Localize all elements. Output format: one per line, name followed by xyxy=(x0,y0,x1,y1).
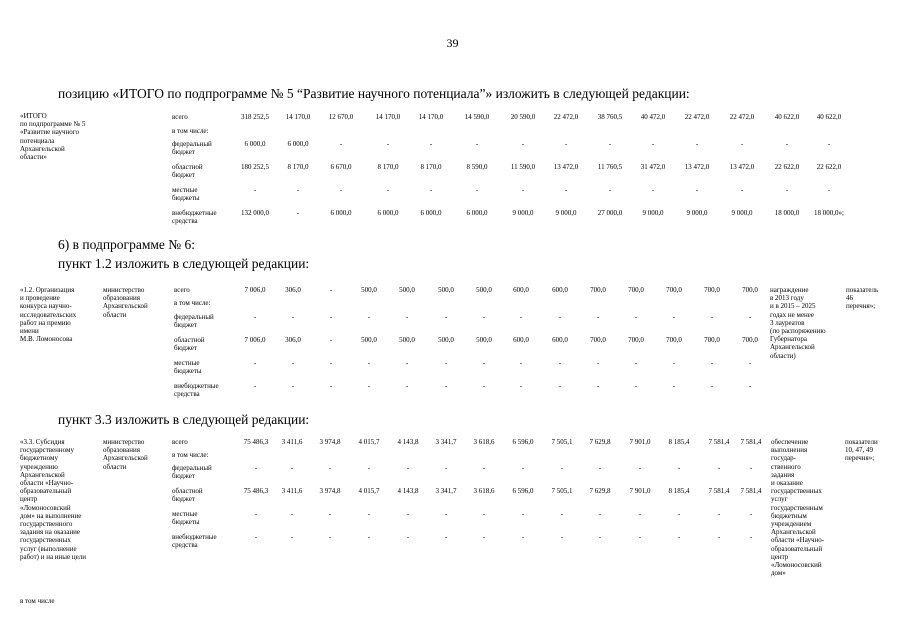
table-cell: 8 590,0 xyxy=(466,163,488,171)
table-cell: 75 486,3 xyxy=(243,487,269,495)
table-cell: - xyxy=(638,533,642,541)
table-cell: 7 629,8 xyxy=(589,438,611,446)
table-cell: - xyxy=(558,382,562,390)
row-label: внебюджетные средства xyxy=(174,382,219,398)
table-cell: - xyxy=(291,313,295,321)
table-cell: 6 596,0 xyxy=(512,438,534,446)
table-cell: - xyxy=(672,359,676,367)
table-cell: - xyxy=(638,464,642,472)
table-cell: 306,0 xyxy=(285,286,301,294)
table-cell: - xyxy=(386,140,390,148)
table-cell: - xyxy=(254,464,258,472)
p33-footer-note: в том числе xyxy=(20,597,55,605)
table-cell: 700,0 xyxy=(590,336,606,344)
table-cell: - xyxy=(444,464,448,472)
row-label: федеральный бюджет xyxy=(172,464,212,480)
table-cell: 500,0 xyxy=(399,336,415,344)
table-cell: - xyxy=(253,186,257,194)
table-cell: - xyxy=(598,533,602,541)
table-cell: - xyxy=(634,382,638,390)
table-cell: - xyxy=(367,313,371,321)
table-cell: 11 760,5 xyxy=(597,163,623,171)
table-cell: 600,0 xyxy=(552,286,568,294)
table-cell: - xyxy=(482,510,486,518)
table-cell: - xyxy=(598,464,602,472)
table-cell: - xyxy=(634,359,638,367)
table-cell: - xyxy=(253,359,257,367)
row-label: местные бюджеты xyxy=(172,186,200,202)
table-cell: - xyxy=(482,464,486,472)
table-cell: - xyxy=(444,382,448,390)
table-cell: 9 000,0 xyxy=(555,209,577,217)
table-cell: 306,0 xyxy=(285,336,301,344)
table-cell: - xyxy=(290,464,294,472)
table-cell: 7 505,1 xyxy=(551,438,573,446)
row-label: областной бюджет xyxy=(172,163,203,179)
table-cell: 8 170,0 xyxy=(420,163,442,171)
table-cell: - xyxy=(710,359,714,367)
p33-executor-cell: министерство образования Архангельской области xyxy=(103,438,148,471)
table-cell: - xyxy=(695,186,699,194)
row-label: местные бюджеты xyxy=(174,359,202,375)
table-cell: - xyxy=(291,382,295,390)
table-cell: - xyxy=(785,186,789,194)
table-cell: - xyxy=(740,140,744,148)
table-cell: - xyxy=(291,359,295,367)
table-cell: - xyxy=(444,359,448,367)
table-cell: 7 629,8 xyxy=(589,487,611,495)
table-cell: - xyxy=(329,336,333,344)
table-cell: 7 505,1 xyxy=(551,487,573,495)
table-cell: 700,0 xyxy=(704,336,720,344)
row-label: в том числе: xyxy=(172,451,209,459)
table-cell: 3 974,8 xyxy=(319,438,341,446)
p12-executor-cell: министерство образования Архангельской области xyxy=(103,286,148,319)
table-cell: 700,0 xyxy=(742,336,758,344)
heading-subprogram-6: 6) в подпрограмме № 6: xyxy=(58,237,196,252)
table-cell: 40 622,0 xyxy=(816,113,842,121)
table-cell: - xyxy=(558,313,562,321)
table-cell: - xyxy=(339,140,343,148)
table-cell: - xyxy=(405,359,409,367)
heading-point-1-2: пункт 1.2 изложить в следующей редакции: xyxy=(58,256,310,271)
table-cell: 4 143,8 xyxy=(397,438,419,446)
heading-point-3-3: пункт 3.3 изложить в следующей редакции: xyxy=(58,412,310,427)
table-cell: 22 622,0 xyxy=(816,163,842,171)
table-cell: 75 486,3 xyxy=(243,438,269,446)
table-cell: - xyxy=(521,464,525,472)
table-cell: - xyxy=(482,382,486,390)
table-cell: - xyxy=(328,510,332,518)
table-cell: - xyxy=(558,359,562,367)
table-cell: - xyxy=(482,533,486,541)
row-label: внебюджетные средства xyxy=(172,209,217,225)
table-cell: - xyxy=(717,533,721,541)
table-cell: 22 472,0 xyxy=(553,113,579,121)
table-cell: 7 581,4 xyxy=(740,438,762,446)
table-cell: 3 341,7 xyxy=(435,487,457,495)
row-label: всего xyxy=(174,286,190,294)
table-cell: - xyxy=(329,286,333,294)
table-cell: 22 472,0 xyxy=(684,113,710,121)
table-cell: 7 901,0 xyxy=(629,487,651,495)
table-cell: 500,0 xyxy=(438,336,454,344)
table-cell: 500,0 xyxy=(361,286,377,294)
page-number: 39 xyxy=(446,36,459,50)
table-cell: 6 000,0 xyxy=(287,140,309,148)
row-label: всего xyxy=(172,438,188,446)
table-cell: - xyxy=(519,313,523,321)
table-cell: 8 170,0 xyxy=(287,163,309,171)
table-cell: - xyxy=(290,510,294,518)
table-cell: 3 411,6 xyxy=(281,438,303,446)
table-cell: - xyxy=(521,140,525,148)
table-cell: - xyxy=(429,140,433,148)
table-cell: - xyxy=(672,313,676,321)
table-cell: 500,0 xyxy=(399,286,415,294)
table-cell: - xyxy=(608,140,612,148)
table-cell: 22 472,0 xyxy=(729,113,755,121)
table-cell: - xyxy=(634,313,638,321)
table-cell: - xyxy=(253,382,257,390)
table-cell: 13 472,0 xyxy=(729,163,755,171)
table-cell: - xyxy=(406,533,410,541)
table-cell: - xyxy=(296,209,300,217)
table-cell: - xyxy=(405,313,409,321)
table-cell: 500,0 xyxy=(438,286,454,294)
table-cell: 4 015,7 xyxy=(358,487,380,495)
table-cell: 700,0 xyxy=(666,336,682,344)
table-cell: 6 596,0 xyxy=(512,487,534,495)
table-cell: 6 000,0 xyxy=(330,209,352,217)
table-cell: - xyxy=(475,186,479,194)
table-cell: - xyxy=(367,359,371,367)
table-cell: 14 590,0 xyxy=(464,113,490,121)
table-cell: 700,0 xyxy=(704,286,720,294)
row-label: в том числе: xyxy=(174,299,211,307)
table-cell: - xyxy=(296,186,300,194)
table-cell: - xyxy=(749,533,753,541)
table-cell: 8 185,4 xyxy=(668,487,690,495)
table-cell: - xyxy=(748,313,752,321)
row-label: федеральный бюджет xyxy=(174,313,214,329)
table-cell: 14 170,0 xyxy=(418,113,444,121)
table-cell: 132 000,0 xyxy=(241,209,269,217)
table-cell: 20 590,0 xyxy=(510,113,536,121)
table-cell: 700,0 xyxy=(628,336,644,344)
table-cell: 3 341,7 xyxy=(435,438,457,446)
table-cell: 9 000,0 xyxy=(642,209,664,217)
table-cell: - xyxy=(367,533,371,541)
table-cell: 7 581,4 xyxy=(708,438,730,446)
table-cell: - xyxy=(596,382,600,390)
table-cell: - xyxy=(596,359,600,367)
table-cell: - xyxy=(386,186,390,194)
table-cell: 600,0 xyxy=(513,286,529,294)
p33-indicator-cell: показатели 10, 47, 49 перечня»; xyxy=(845,438,878,463)
heading-itogo: позицию «ИТОГО по подпрограмме № 5 “Развитие научного потенциала”» изложить в следующей редакции: xyxy=(58,86,690,101)
table-cell: - xyxy=(677,464,681,472)
table-cell: 9 000,0 xyxy=(686,209,708,217)
table-cell: - xyxy=(482,313,486,321)
table-cell: - xyxy=(406,464,410,472)
table-cell: 6 000,0 xyxy=(244,140,266,148)
row-label: федеральный бюджет xyxy=(172,140,212,156)
table-cell: 318 252,5 xyxy=(241,113,269,121)
table-cell: - xyxy=(827,186,831,194)
table-cell: - xyxy=(748,359,752,367)
table-cell: - xyxy=(329,313,333,321)
table-cell: 3 618,6 xyxy=(473,487,495,495)
table-cell: 4 015,7 xyxy=(358,438,380,446)
table-cell: - xyxy=(328,464,332,472)
table-cell: - xyxy=(254,510,258,518)
table-cell: 13 472,0 xyxy=(684,163,710,171)
row-label: областной бюджет xyxy=(174,336,205,352)
p12-result-cell: награждение в 2013 году и в 2015 – 2025 годах не менее 3 лауреатов (по распоряжению Губернатора Архангельской области) xyxy=(770,286,826,360)
table-cell: - xyxy=(740,186,744,194)
table-cell: 700,0 xyxy=(628,286,644,294)
table-cell: - xyxy=(560,464,564,472)
table-cell: - xyxy=(695,140,699,148)
table-cell: 180 252,5 xyxy=(241,163,269,171)
table-cell: 8 170,0 xyxy=(377,163,399,171)
table-cell: 27 000,0 xyxy=(597,209,623,217)
table-cell: - xyxy=(749,464,753,472)
table-cell: 500,0 xyxy=(476,336,492,344)
table-cell: - xyxy=(521,186,525,194)
table-cell: - xyxy=(827,140,831,148)
table-cell: - xyxy=(519,382,523,390)
table-cell: 6 000,0 xyxy=(420,209,442,217)
table-cell: - xyxy=(677,533,681,541)
p12-indicator-cell: показатель 46 перечня»; xyxy=(846,286,879,311)
table-cell: 13 472,0 xyxy=(553,163,579,171)
row-label: местные бюджеты xyxy=(172,510,200,526)
table-cell: 40 472,0 xyxy=(640,113,666,121)
table-cell: - xyxy=(560,533,564,541)
p12-name-cell: «1.2. Организация и проведение конкурса научно- исследовательских работ на премию имени М.В. Ломоносова xyxy=(20,286,77,344)
table-cell: 7 581,4 xyxy=(708,487,730,495)
table-cell: - xyxy=(253,313,257,321)
table-cell: - xyxy=(290,533,294,541)
table-cell: - xyxy=(608,186,612,194)
table-cell: - xyxy=(444,313,448,321)
table-cell: 3 974,8 xyxy=(319,487,341,495)
table-cell: - xyxy=(254,533,258,541)
table-cell: 38 760,5 xyxy=(597,113,623,121)
table-cell: - xyxy=(560,510,564,518)
table-cell: 6 670,0 xyxy=(330,163,352,171)
table-cell: 7 006,0 xyxy=(244,336,266,344)
table-cell: 9 000,0 xyxy=(512,209,534,217)
table-cell: - xyxy=(749,510,753,518)
table-cell: 600,0 xyxy=(513,336,529,344)
table-cell: - xyxy=(329,359,333,367)
table-cell: - xyxy=(429,186,433,194)
table-cell: - xyxy=(677,510,681,518)
table-cell: 14 170,0 xyxy=(285,113,311,121)
table-cell: - xyxy=(406,510,410,518)
table-cell: - xyxy=(710,313,714,321)
table-cell: - xyxy=(367,510,371,518)
table-cell: - xyxy=(444,510,448,518)
table-cell: 6 000,0 xyxy=(466,209,488,217)
table-cell: 6 000,0 xyxy=(377,209,399,217)
table-cell: - xyxy=(710,382,714,390)
table-cell: 12 670,0 xyxy=(328,113,354,121)
row-label: внебюджетные средства xyxy=(172,533,217,549)
table-cell: 31 472,0 xyxy=(640,163,666,171)
row-label: областной бюджет xyxy=(172,487,203,503)
table-cell: - xyxy=(748,382,752,390)
table-cell: - xyxy=(717,464,721,472)
table-cell: - xyxy=(598,510,602,518)
table-cell: - xyxy=(672,382,676,390)
table-cell: - xyxy=(651,140,655,148)
table-cell: - xyxy=(785,140,789,148)
table-cell: 11 590,0 xyxy=(510,163,536,171)
table-cell: 22 622,0 xyxy=(774,163,800,171)
table-cell: 18 000,0 xyxy=(774,209,800,217)
table-cell: 7 901,0 xyxy=(629,438,651,446)
row-label: в том числе: xyxy=(172,127,209,135)
row-label: всего xyxy=(172,113,188,121)
table-cell: - xyxy=(405,382,409,390)
table-cell: - xyxy=(444,533,448,541)
p33-name-cell: «3.3. Субсидия государственному бюджетному учреждению Архангельской области «Научно- образовательный центр «Ломоносовский дом» на выполнение государственного задания на оказание государственных услуг (выполнение работ) и на иные цели xyxy=(20,438,86,561)
table-cell: - xyxy=(339,186,343,194)
table-cell: 700,0 xyxy=(742,286,758,294)
table-cell: 700,0 xyxy=(666,286,682,294)
table-cell: - xyxy=(651,186,655,194)
table-cell: - xyxy=(519,359,523,367)
table-cell: 7 006,0 xyxy=(244,286,266,294)
table-cell: 40 622,0 xyxy=(774,113,800,121)
table-cell: - xyxy=(367,464,371,472)
table-cell: - xyxy=(367,382,371,390)
table-cell: 18 000,0»; xyxy=(814,209,844,217)
table-cell: 3 618,6 xyxy=(473,438,495,446)
table-cell: - xyxy=(564,186,568,194)
table-cell: - xyxy=(328,533,332,541)
p33-result-cell: обеспечение выполнения государ- ственного задания и оказание государственных услуг государственным бюджетным учреждением Архангельской области «Научно- образовательный центр «Ломоносовский дом» xyxy=(771,438,825,578)
table-cell: - xyxy=(521,510,525,518)
table-cell: 9 000,0 xyxy=(731,209,753,217)
table-cell: 8 185,4 xyxy=(668,438,690,446)
table-cell: - xyxy=(564,140,568,148)
table-cell: - xyxy=(717,510,721,518)
table-cell: 4 143,8 xyxy=(397,487,419,495)
table-cell: 500,0 xyxy=(361,336,377,344)
table-cell: - xyxy=(596,313,600,321)
itogo-name-cell: «ИТОГО по подпрограмме № 5 «Развитие научного потенциала Архангельской области» xyxy=(20,112,86,162)
table-cell: - xyxy=(482,359,486,367)
table-cell: 3 411,6 xyxy=(281,487,303,495)
table-cell: - xyxy=(521,533,525,541)
table-cell: 600,0 xyxy=(552,336,568,344)
table-cell: - xyxy=(475,140,479,148)
table-cell: - xyxy=(638,510,642,518)
table-cell: 14 170,0 xyxy=(375,113,401,121)
table-cell: 7 581,4 xyxy=(740,487,762,495)
table-cell: 500,0 xyxy=(476,286,492,294)
table-cell: 700,0 xyxy=(590,286,606,294)
table-cell: - xyxy=(329,382,333,390)
